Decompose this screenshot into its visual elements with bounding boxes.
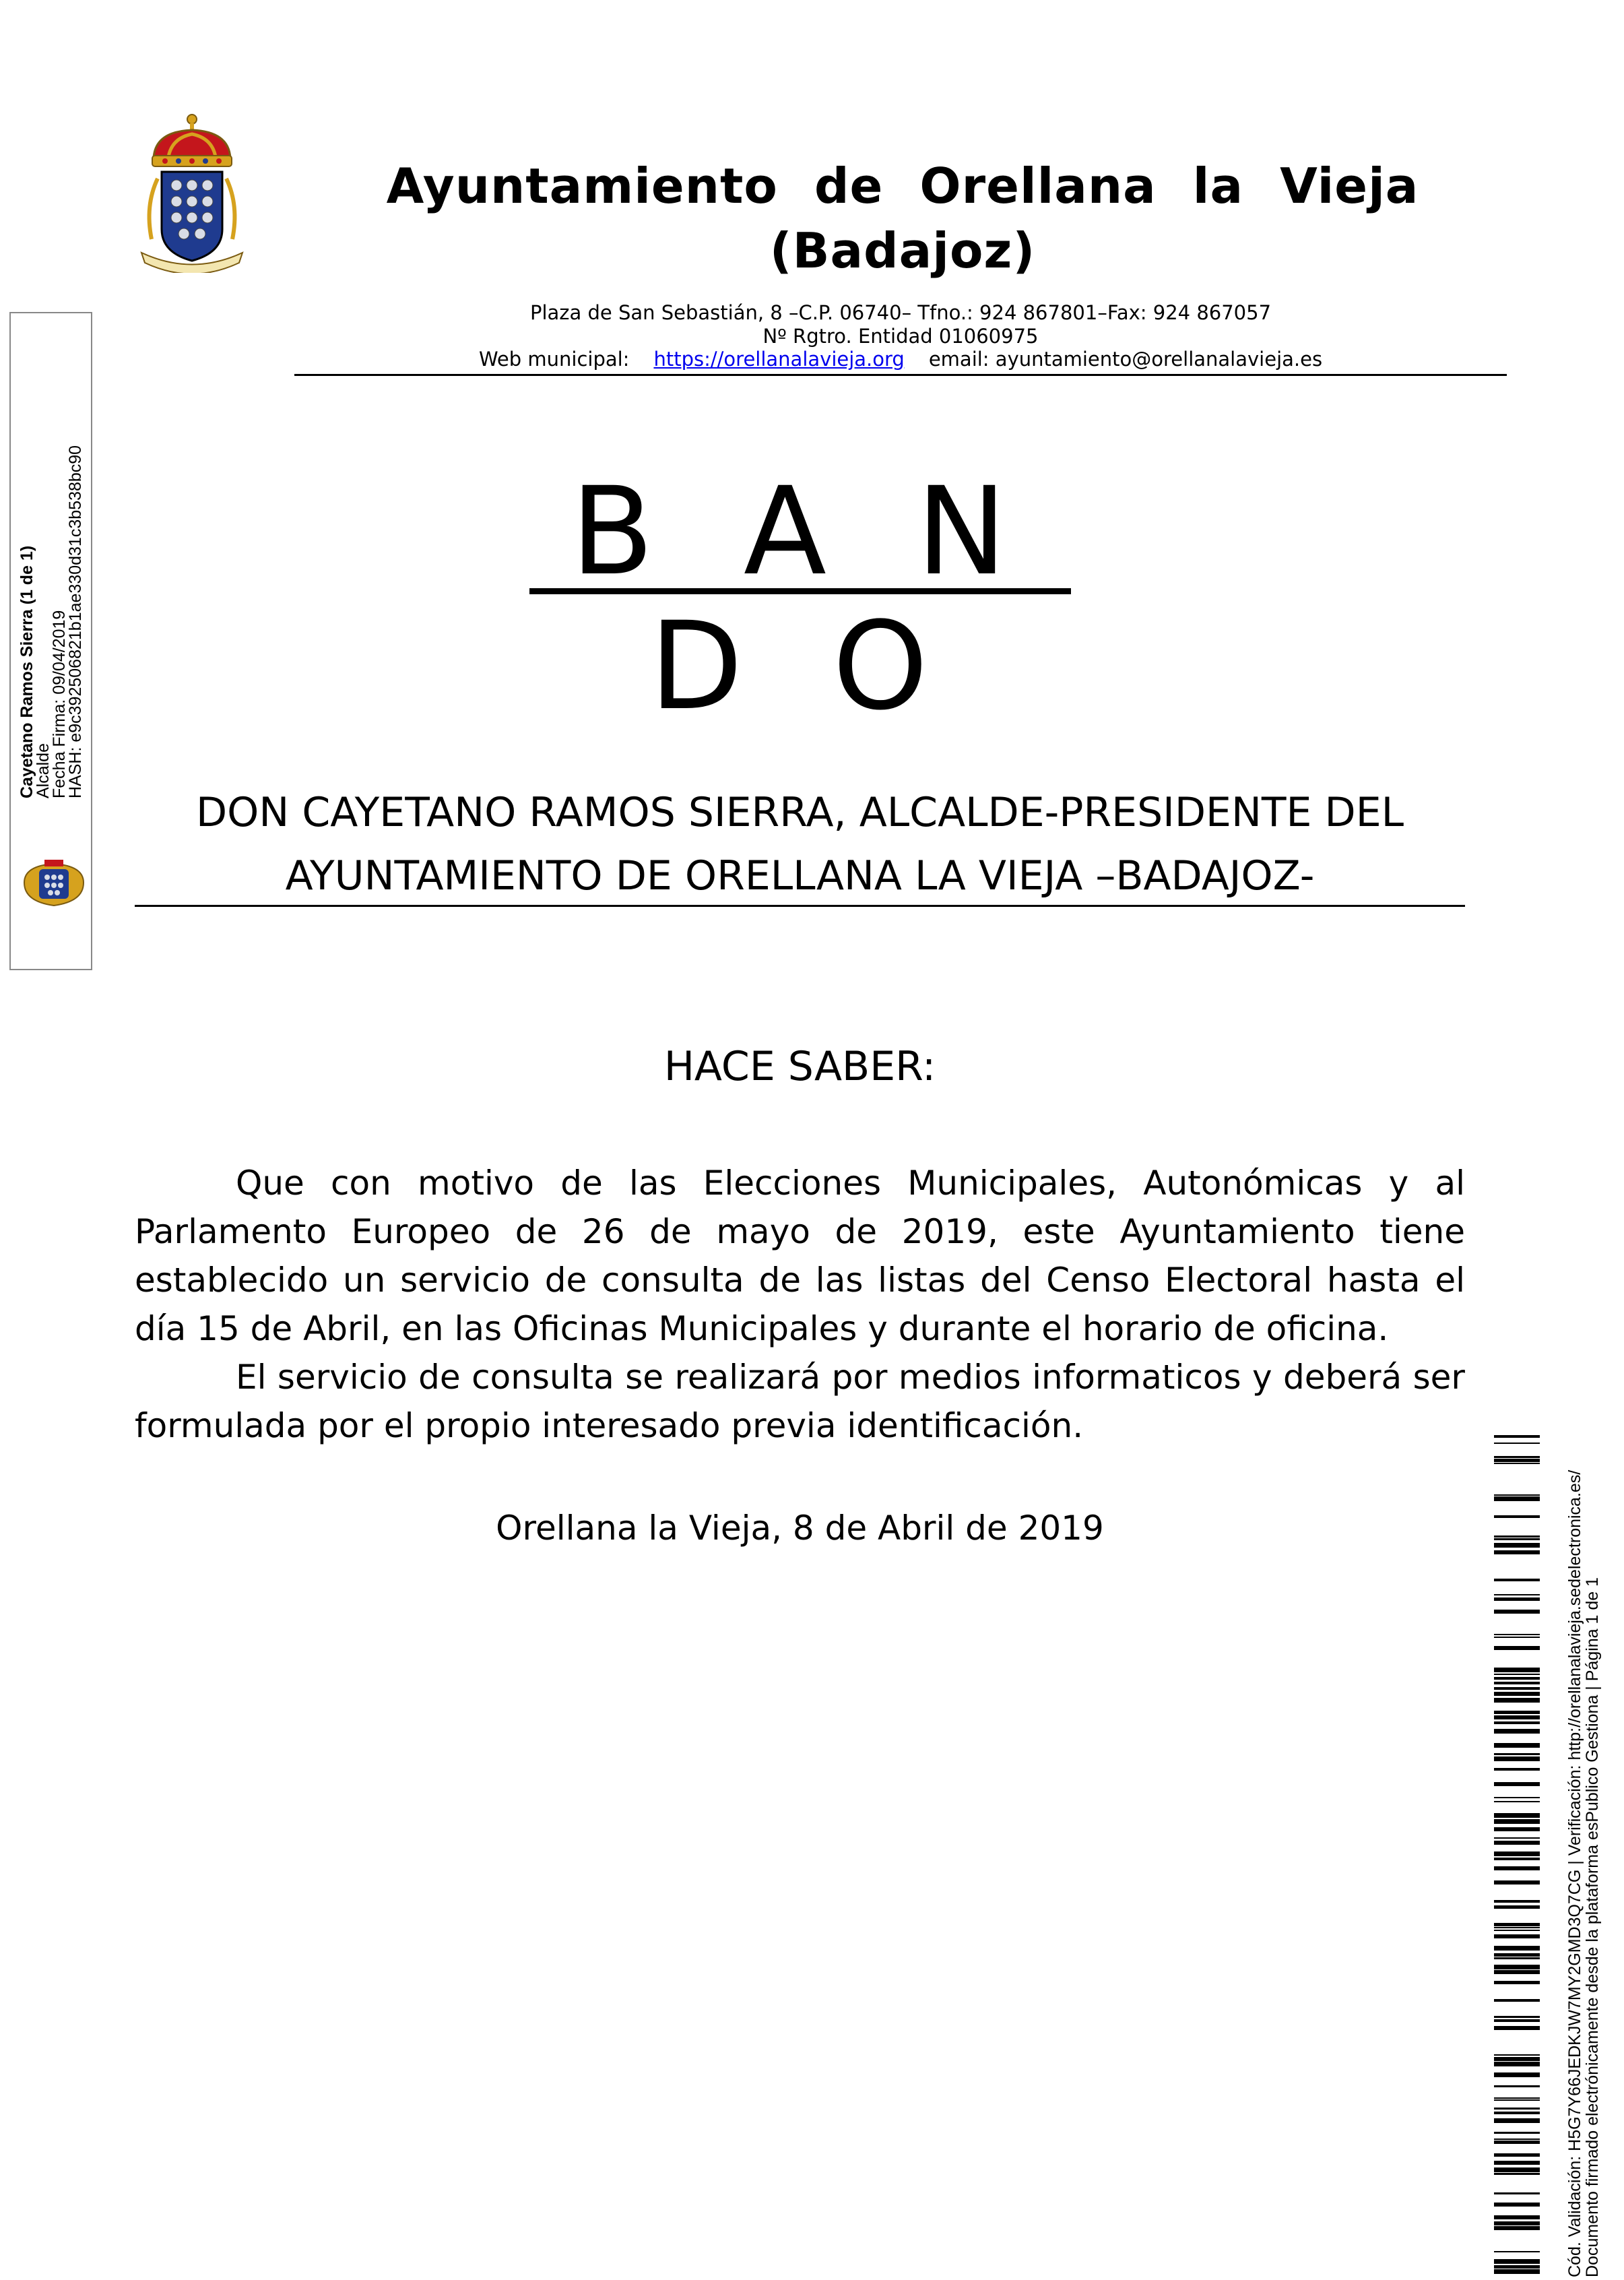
header-divider bbox=[294, 374, 1507, 376]
signature-stamp-text bbox=[19, 421, 84, 798]
mayor-line-2: AYUNTAMIENTO DE ORELLANA LA VIEJA –BADAJOZ- bbox=[285, 852, 1315, 899]
place-and-date: Orellana la Vieja, 8 de Abril de 2019 bbox=[496, 1509, 1104, 1548]
body-paragraph-2: El servicio de consulta se realizará por medios informaticos y deberá ser formulada por el propio interesado previa identificación. bbox=[135, 1358, 1465, 1445]
document-title: B A N D O bbox=[571, 462, 1033, 737]
registry-line: Nº Rgtro. Entidad 01060975 bbox=[762, 325, 1039, 348]
validation-text bbox=[1565, 1469, 1602, 2277]
municipality-title-line1: Ayuntamiento de Orellana la Vieja bbox=[386, 158, 1419, 214]
stamp-signer: Cayetano Ramos Sierra (1 de 1) bbox=[18, 545, 36, 798]
announcement-heading: HACE SABER: bbox=[663, 1043, 936, 1090]
stamp-hash: HASH: e9c392506821b1ae330d31c3b538bc90 bbox=[66, 445, 85, 798]
validation-line-1: Cód. Validación: H5G7Y66JEDKJW7MY2GMD3Q7CG | Verificación: http://orellanalavieja.sedelectronica.es/ bbox=[1565, 1469, 1584, 2277]
stamp-role: Alcalde bbox=[34, 743, 53, 798]
municipality-title bbox=[367, 154, 1438, 283]
email-text: email: ayuntamiento@orellanalavieja.es bbox=[928, 348, 1323, 371]
stamp-date: Fecha Firma: 09/04/2019 bbox=[50, 610, 69, 798]
contact-line bbox=[294, 347, 1507, 371]
web-link[interactable]: https://orellanalavieja.org bbox=[653, 348, 905, 371]
title-underline bbox=[529, 588, 1071, 594]
address-line: Plaza de San Sebastián, 8 –C.P. 06740– Tfno.: 924 867801–Fax: 924 867057 bbox=[529, 301, 1272, 324]
document-body bbox=[135, 1159, 1465, 1450]
validation-line-2: Documento firmado electrónicamente desde la plataforma esPublico Gestiona | Página 1 de 1 bbox=[1583, 1577, 1602, 2277]
stamp-coat-of-arms-icon bbox=[18, 856, 90, 910]
mayor-line-1: DON CAYETANO RAMOS SIERRA, ALCALDE-PRESIDENTE DEL bbox=[195, 789, 1404, 836]
mayor-divider bbox=[135, 905, 1465, 907]
barcode-icon bbox=[1494, 1435, 1540, 2280]
municipality-title-line2: (Badajoz) bbox=[769, 222, 1036, 279]
coat-of-arms-logo bbox=[135, 111, 249, 273]
web-label: Web municipal: bbox=[478, 348, 630, 371]
body-paragraph-1: Que con motivo de las Elecciones Municipales, Autonómicas y al Parlamento Europeo de 26 de mayo de 2019, este Ayuntamiento tiene establecido un servicio de consulta de las listas del Censo Electoral hasta el día 15 de Abril, en las Oficinas Municipales y durante el horario de oficina. bbox=[135, 1164, 1465, 1348]
